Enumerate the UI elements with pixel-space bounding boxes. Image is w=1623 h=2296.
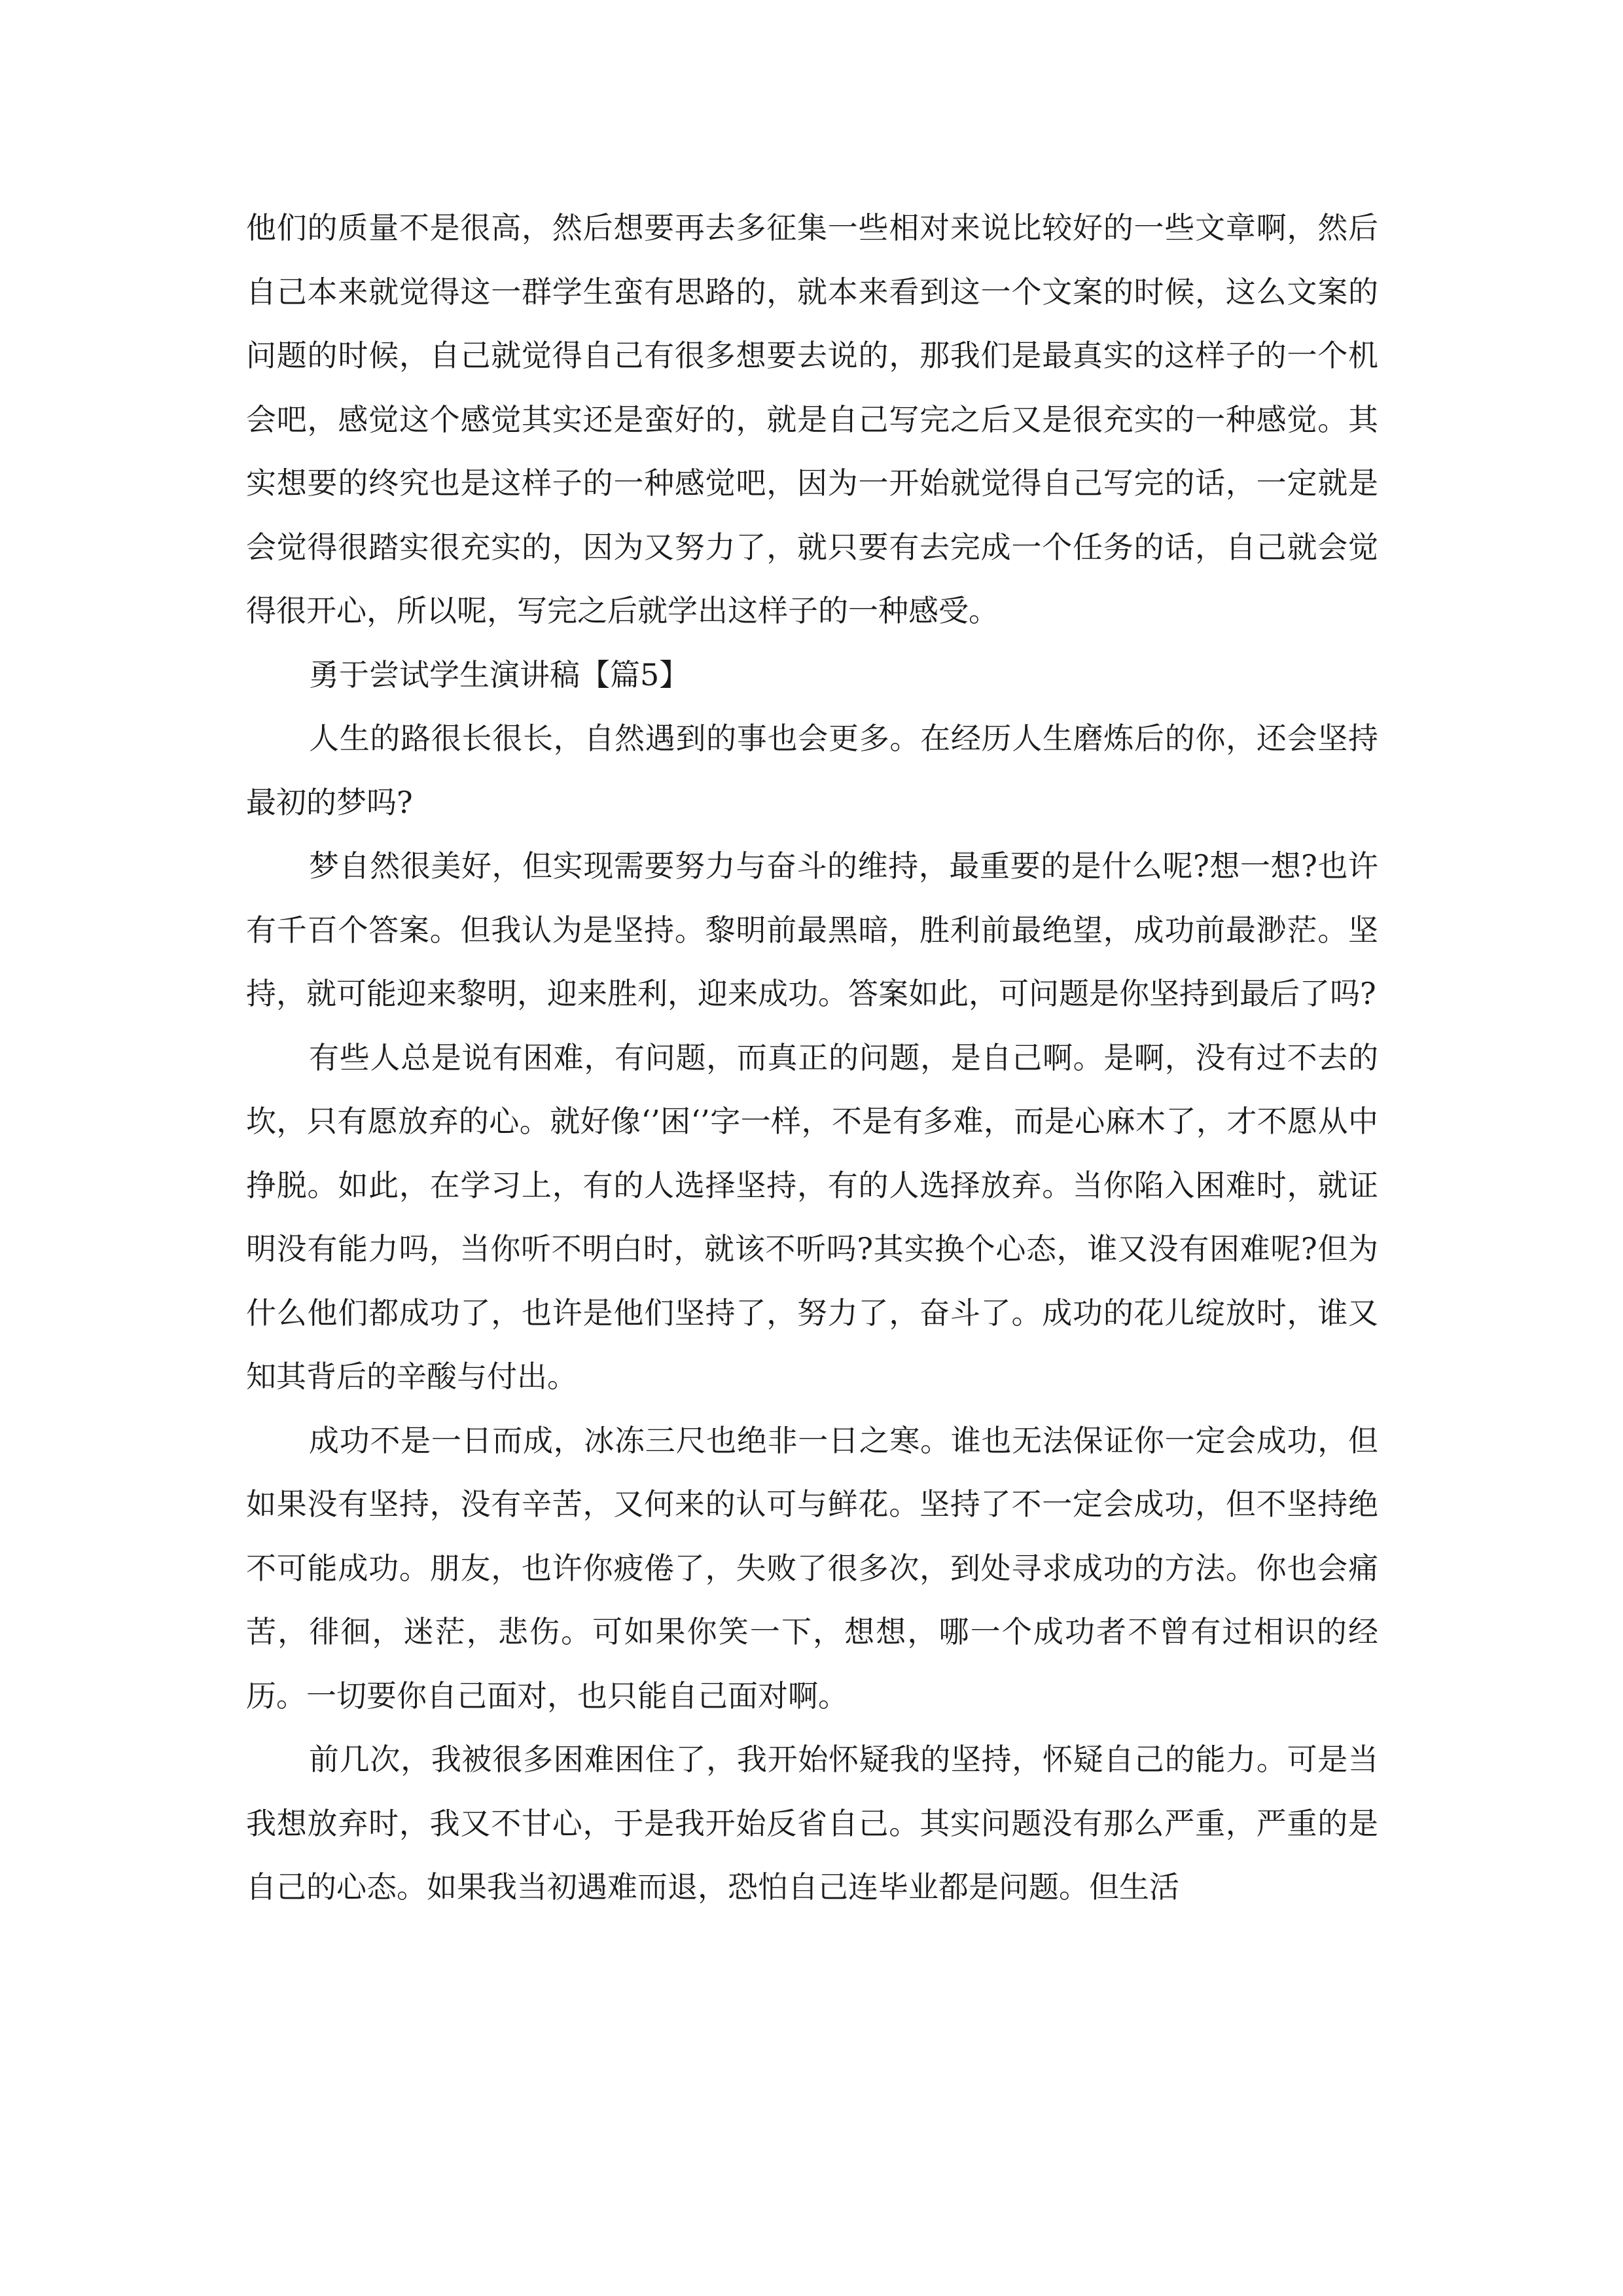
document-body — [246, 196, 1378, 1920]
continued-paragraph: 他们的质量不是很高，然后想要再去多征集一些相对来说比较好的一些文章啊，然后自己本来就觉得这一群学生蛮有思路的，就本来看到这一个文案的时候，这么文案的问题的时候，自己就觉得自己有很多想要去说的，那我们是最真实的这样子的一个机会吧，感觉这个感觉其实还是蛮好的，就是自己写完之后又是很充实的一种感觉。其实想要的终究也是这样子的一种感觉吧，因为一开始就觉得自己写完的话，一定就是会觉得很踏实很充实的，因为又努力了，就只要有去完成一个任务的话，自己就会觉得很开心，所以呢，写完之后就学出这样子的一种感受。 — [246, 210, 1378, 628]
body-paragraph-5: 前几次，我被很多困难困住了，我开始怀疑我的坚持，怀疑自己的能力。可是当我想放弃时，我又不甘心，于是我开始反省自己。其实问题没有那么严重，严重的是自己的心态。如果我当初遇难而退，恐怕自己连毕业都是问题。但生活 — [246, 1742, 1378, 1905]
body-paragraph-1: 人生的路很长很长，自然遇到的事也会更多。在经历人生磨炼后的你，还会坚持最初的梦吗? — [246, 721, 1378, 820]
section-heading: 勇于尝试学生演讲稿【篇5】 — [309, 656, 690, 692]
body-paragraph-2: 梦自然很美好，但实现需要努力与奋斗的维持，最重要的是什么呢?想一想?也许有千百个答案。但我认为是坚持。黎明前最黑暗，胜利前最绝望，成功前最渺茫。坚持，就可能迎来黎明，迎来胜利，迎来成功。答案如此，可问题是你坚持到最后了吗? — [246, 848, 1378, 1011]
body-paragraph-3: 有些人总是说有困难，有问题，而真正的问题，是自己啊。是啊，没有过不去的坎，只有愿放弃的心。就好像‘’困‘’字一样，不是有多难，而是心麻木了，才不愿从中挣脱。如此，在学习上，有的人选择坚持，有的人选择放弃。当你陷入困难时，就证明没有能力吗，当你听不明白时，就该不听吗?其实换个心态，谁又没有困难呢?但为什么他们都成功了，也许是他们坚持了，努力了，奋斗了。成功的花儿绽放时，谁又知其背后的辛酸与付出。 — [246, 1039, 1378, 1394]
body-paragraph-4: 成功不是一日而成，冰冻三尺也绝非一日之寒。谁也无法保证你一定会成功，但如果没有坚持，没有辛苦，又何来的认可与鲜花。坚持了不一定会成功，但不坚持绝不可能成功。朋友，也许你疲倦了，失败了很多次，到处寻求成功的方法。你也会痛苦，徘徊，迷茫，悲伤。可如果你笑一下，想想，哪一个成功者不曾有过相识的经历。一切要你自己面对，也只能自己面对啊。 — [246, 1422, 1378, 1713]
